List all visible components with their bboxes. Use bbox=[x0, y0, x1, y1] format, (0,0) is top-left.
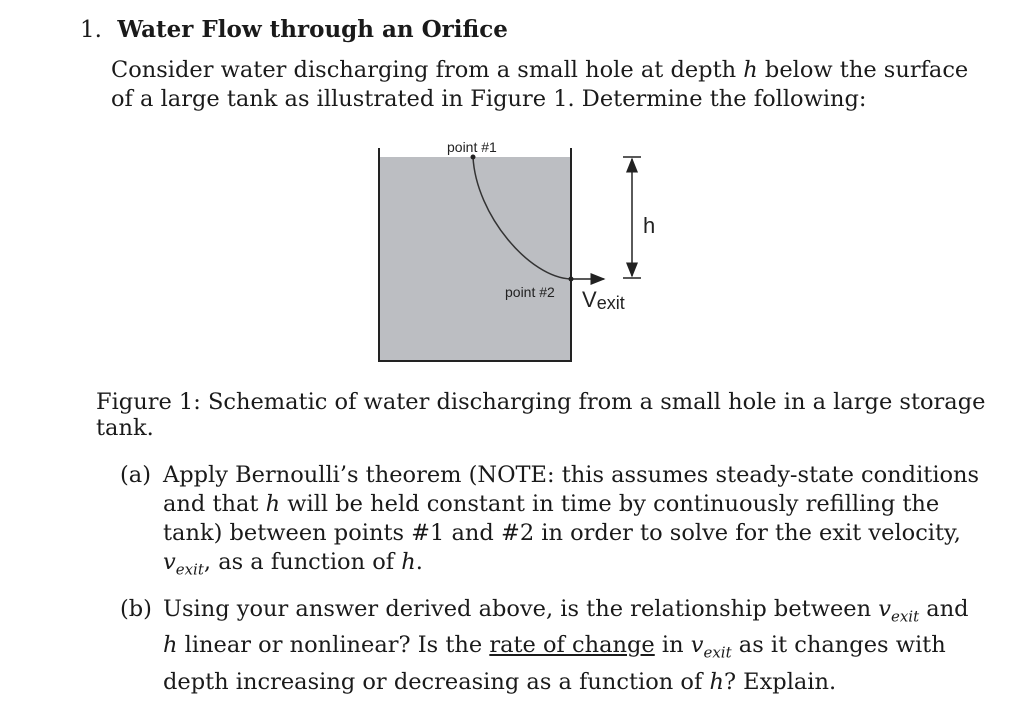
qa-var-v: v bbox=[163, 549, 176, 575]
intro-text-1: Consider water discharging from a small hole at depth bbox=[111, 57, 744, 83]
question-list bbox=[120, 461, 986, 707]
point1-label: point #1 bbox=[447, 139, 497, 155]
qb-var-v2: v bbox=[690, 632, 704, 658]
qa-var-h2: h bbox=[401, 549, 416, 575]
water-fill bbox=[379, 157, 571, 361]
qb-var-v1sub: exit bbox=[890, 607, 920, 625]
qa-text-1: Apply Bernoulli’s theorem (NOTE: this assumes steady-state conditions and that bbox=[163, 462, 980, 517]
qb-text-2: and bbox=[919, 595, 969, 622]
point2-label: point #2 bbox=[505, 284, 555, 300]
figure-caption: Figure 1: Schematic of water discharging from a small hole in a large storage tank. bbox=[96, 389, 986, 441]
qa-text-2: will be held constant in time by continuously refilling the tank) between points #1 and #2 in order to solve for the exit velocity, bbox=[163, 491, 961, 546]
qb-var-h2: h bbox=[709, 668, 724, 695]
tank-schematic bbox=[370, 135, 670, 365]
qb-var-v1: v bbox=[878, 595, 891, 622]
depth-h-label: h bbox=[643, 213, 656, 238]
qa-var-vsub: exit bbox=[175, 560, 204, 579]
qb-text-6: ? Explain. bbox=[723, 668, 837, 695]
qb-var-h1: h bbox=[163, 632, 178, 658]
qb-text-5: as it changes with depth increasing or decreasing as a function of bbox=[163, 632, 946, 695]
qb-text-4: in bbox=[654, 632, 691, 658]
intro-var-h: h bbox=[743, 57, 758, 83]
problem-title: Water Flow through an Orifice bbox=[117, 16, 508, 43]
question-a-label: (a) bbox=[120, 462, 151, 488]
question-b bbox=[120, 595, 986, 697]
problem-intro bbox=[111, 56, 991, 114]
qa-text-3: , as a function of bbox=[203, 549, 402, 575]
problem-heading bbox=[80, 16, 508, 43]
velocity-label: Vexit bbox=[582, 287, 625, 313]
qb-underlined-phrase: rate of change bbox=[489, 632, 655, 658]
qb-text-3: linear or nonlinear? Is the bbox=[177, 632, 490, 658]
tank-figure bbox=[370, 135, 670, 365]
qb-var-v2sub: exit bbox=[703, 643, 732, 662]
intro-text-2: below the surface of a large tank as illustrated in Figure 1. Determine the following: bbox=[111, 57, 969, 112]
qa-text-4: . bbox=[415, 549, 423, 575]
point1-dot bbox=[471, 155, 476, 160]
question-b-label: (b) bbox=[120, 595, 152, 622]
problem-number: 1. bbox=[80, 17, 102, 43]
qb-text-1: Using your answer derived above, is the relationship between bbox=[163, 595, 879, 622]
qa-var-h1: h bbox=[265, 491, 281, 517]
question-a bbox=[120, 461, 986, 585]
